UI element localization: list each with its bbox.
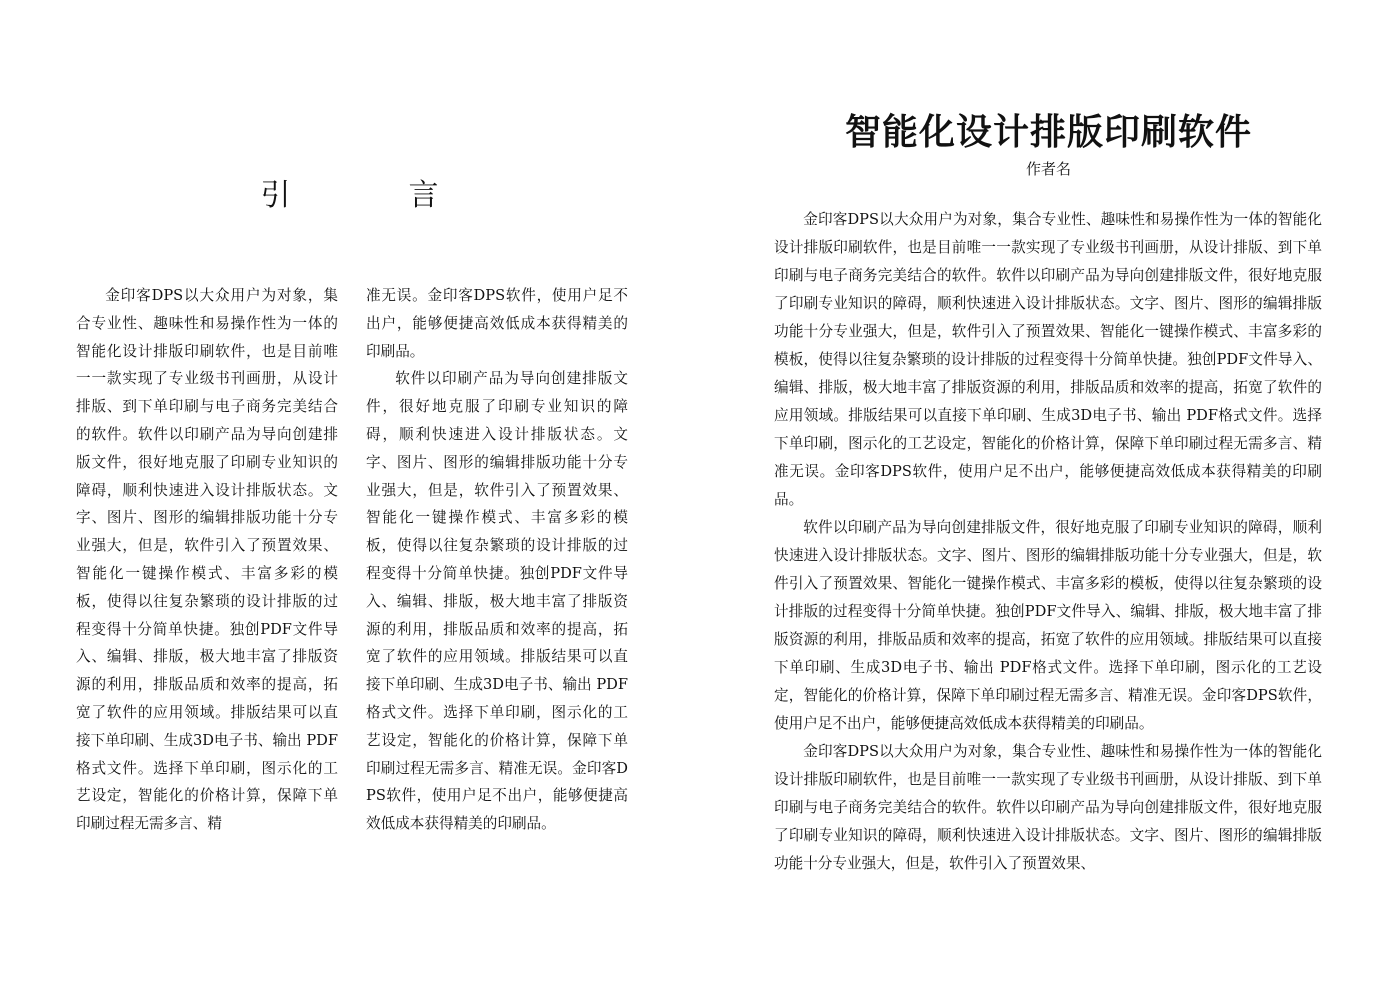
paragraph: 金印客DPS以大众用户为对象，集合专业性、趣味性和易操作性为一体的智能化设计排版印刷软件，也是目前唯一一款实现了专业级书刊画册，从设计排版、到下单印刷与电子商务完美结合的软件。软件以印刷产品为导向创建排版文件，很好地克服了印刷专业知识的障碍，顺利快速进入设计排版状态。文字、图片、图形的编辑排版功能十分专业强大，但是，软件引入了预置效果、 [774,743,1322,872]
paragraph: 软件以印刷产品为导向创建排版文件，很好地克服了印刷专业知识的障碍，顺利快速进入设计排版状态。文字、图片、图形的编辑排版功能十分专业强大，但是，软件引入了预置效果、智能化一键操作模式、丰富多彩的模板，使得以往复杂繁琐的设计排版的过程变得十分简单快捷。独创PDF文件导入、编辑、排版，极大地丰富了排版资源的利用，排版品质和效率的提高，拓宽了软件的应用领域。排版结果可以直接下单印刷、生成3D电子书、输出 PDF格式文件。选择下单印刷，图示化的工艺设定，智能化的价格计算，保障下单印刷过程无需多言、精准无误。金印客DPS软件，使用户足不出户，能够便捷高效低成本获得精美的印刷品。 [774,519,1322,732]
paragraph-continuation: 准无误。金印客DPS软件，使用户足不出户，能够便捷高效低成本获得精美的印刷品。 [366,287,628,360]
intro-heading: 引 言 [260,178,483,213]
left-column-2 [366,282,628,838]
paragraph: 金印客DPS以大众用户为对象，集合专业性、趣味性和易操作性为一体的智能化设计排版印刷软件，也是目前唯一一款实现了专业级书刊画册，从设计排版、到下单印刷与电子商务完美结合的软件。软件以印刷产品为导向创建排版文件，很好地克服了印刷专业知识的障碍，顺利快速进入设计排版状态。文字、图片、图形的编辑排版功能十分专业强大，但是，软件引入了预置效果、智能化一键操作模式、丰富多彩的模板，使得以往复杂繁琐的设计排版的过程变得十分简单快捷。独创PDF文件导入、编辑、排版，极大地丰富了排版资源的利用，排版品质和效率的提高，拓宽了软件的应用领域。排版结果可以直接下单印刷、生成3D电子书、输出 PDF格式文件。选择下单印刷，图示化的工艺设定，智能化的价格计算，保障下单印刷过程无需多言、精 [76,287,338,833]
body-text [774,206,1322,912]
paragraph: 金印客DPS以大众用户为对象，集合专业性、趣味性和易操作性为一体的智能化设计排版印刷软件，也是目前唯一一款实现了专业级书刊画册，从设计排版、到下单印刷与电子商务完美结合的软件。软件以印刷产品为导向创建排版文件，很好地克服了印刷专业知识的障碍，顺利快速进入设计排版状态。文字、图片、图形的编辑排版功能十分专业强大，但是，软件引入了预置效果、智能化一键操作模式、丰富多彩的模板，使得以往复杂繁琐的设计排版的过程变得十分简单快捷。独创PDF文件导入、编辑、排版，极大地丰富了排版资源的利用，排版品质和效率的提高，拓宽了软件的应用领域。排版结果可以直接下单印刷、生成3D电子书、输出 PDF格式文件。选择下单印刷，图示化的工艺设定，智能化的价格计算，保障下单印刷过程无需多言、精准无误。金印客DPS软件，使用户足不出户，能够便捷高效低成本获得精美的印刷品。 [774,211,1322,508]
left-column-1 [76,282,338,838]
author-name: 作者名 [1025,160,1071,178]
document-title: 智能化设计排版印刷软件 [844,111,1252,153]
paragraph: 软件以印刷产品为导向创建排版文件，很好地克服了印刷专业知识的障碍，顺利快速进入设计排版状态。文字、图片、图形的编辑排版功能十分专业强大，但是，软件引入了预置效果、智能化一键操作模式、丰富多彩的模板，使得以往复杂繁琐的设计排版的过程变得十分简单快捷。独创PDF文件导入、编辑、排版，极大地丰富了排版资源的利用，排版品质和效率的提高，拓宽了软件的应用领域。排版结果可以直接下单印刷、生成3D电子书、输出 PDF格式文件。选择下单印刷，图示化的工艺设定，智能化的价格计算，保障下单印刷过程无需多言、精准无误。金印客DPS软件，使用户足不出户，能够便捷高效低成本获得精美的印刷品。 [366,370,628,833]
right-page [699,0,1398,982]
